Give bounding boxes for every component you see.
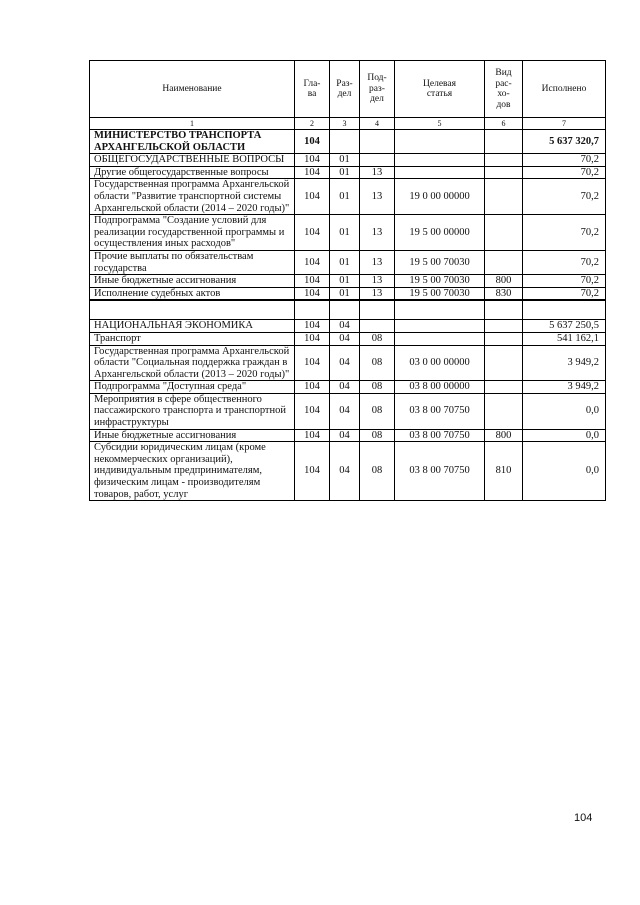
table-row [90, 300, 606, 320]
cell-name: Государственная программа Архангельской области "Социальная поддержка граждан в Архангельской области (2013 – 2020 годы)" [90, 345, 295, 381]
cell-glava [295, 300, 330, 320]
cell-glava: 104 [295, 179, 330, 215]
cell-podrazdel: 08 [360, 442, 395, 501]
cell-glava: 104 [295, 215, 330, 251]
table-row [90, 215, 606, 251]
cell-glava: 104 [295, 429, 330, 442]
cell-vid-rashodov: 830 [485, 287, 523, 300]
cell-razdel: 04 [330, 429, 360, 442]
cell-podrazdel: 08 [360, 393, 395, 429]
cell-tselevaya-statya: 19 5 00 70030 [395, 287, 485, 300]
cell-name: НАЦИОНАЛЬНАЯ ЭКОНОМИКА [90, 320, 295, 333]
cell-razdel: 01 [330, 154, 360, 167]
cell-vid-rashodov: 810 [485, 442, 523, 501]
col-number: 4 [360, 118, 395, 130]
cell-podrazdel: 08 [360, 381, 395, 394]
cell-name [90, 300, 295, 320]
cell-podrazdel: 08 [360, 345, 395, 381]
header-vid-rashodov: Вид рас- хо- дов [485, 61, 523, 118]
cell-tselevaya-statya: 03 8 00 70750 [395, 429, 485, 442]
header-razdel: Раз- дел [330, 61, 360, 118]
cell-podrazdel [360, 130, 395, 154]
cell-name: Мероприятия в сфере общественного пассажирского транспорта и транспортной инфраструктуры [90, 393, 295, 429]
cell-tselevaya-statya: 03 8 00 70750 [395, 442, 485, 501]
cell-glava: 104 [295, 332, 330, 345]
cell-name: МИНИСТЕРСТВО ТРАНСПОРТА АРХАНГЕЛЬСКОЙ ОБЛАСТИ [90, 130, 295, 154]
cell-vid-rashodov: 800 [485, 275, 523, 288]
cell-podrazdel: 13 [360, 179, 395, 215]
cell-name: Иные бюджетные ассигнования [90, 275, 295, 288]
cell-vid-rashodov [485, 381, 523, 394]
cell-vid-rashodov: 800 [485, 429, 523, 442]
table-row [90, 179, 606, 215]
cell-razdel: 04 [330, 345, 360, 381]
cell-razdel: 01 [330, 275, 360, 288]
cell-ispolneno: 70,2 [523, 250, 606, 274]
cell-podrazdel: 08 [360, 332, 395, 345]
cell-podrazdel: 13 [360, 215, 395, 251]
cell-glava: 104 [295, 442, 330, 501]
cell-razdel: 04 [330, 442, 360, 501]
table-row [90, 345, 606, 381]
cell-ispolneno: 70,2 [523, 166, 606, 179]
table-body [90, 130, 606, 501]
page-number: 104 [574, 812, 593, 824]
cell-vid-rashodov [485, 154, 523, 167]
cell-vid-rashodov [485, 215, 523, 251]
col-number: 3 [330, 118, 360, 130]
cell-vid-rashodov [485, 250, 523, 274]
table-row [90, 393, 606, 429]
cell-razdel [330, 130, 360, 154]
cell-glava: 104 [295, 393, 330, 429]
cell-tselevaya-statya: 03 8 00 00000 [395, 381, 485, 394]
col-number: 5 [395, 118, 485, 130]
cell-name: Государственная программа Архангельской области "Развитие транспортной системы Архангельской области (2014 – 2020 годы)" [90, 179, 295, 215]
cell-name: Прочие выплаты по обязательствам государства [90, 250, 295, 274]
cell-name: Исполнение судебных актов [90, 287, 295, 300]
header-row [90, 61, 606, 118]
table-row [90, 250, 606, 274]
header-ispolneno: Исполнено [523, 61, 606, 118]
col-number: 2 [295, 118, 330, 130]
cell-tselevaya-statya [395, 332, 485, 345]
cell-glava: 104 [295, 130, 330, 154]
cell-glava: 104 [295, 154, 330, 167]
table-row [90, 154, 606, 167]
cell-vid-rashodov [485, 320, 523, 333]
table-row [90, 320, 606, 333]
cell-razdel: 04 [330, 320, 360, 333]
cell-podrazdel: 13 [360, 166, 395, 179]
cell-vid-rashodov [485, 179, 523, 215]
cell-tselevaya-statya [395, 320, 485, 333]
table-row [90, 166, 606, 179]
cell-vid-rashodov [485, 166, 523, 179]
cell-vid-rashodov [485, 345, 523, 381]
cell-podrazdel [360, 154, 395, 167]
cell-name: Транспорт [90, 332, 295, 345]
cell-glava: 104 [295, 166, 330, 179]
cell-razdel: 01 [330, 250, 360, 274]
cell-ispolneno: 70,2 [523, 287, 606, 300]
table-row [90, 442, 606, 501]
cell-razdel: 04 [330, 381, 360, 394]
cell-ispolneno: 5 637 250,5 [523, 320, 606, 333]
budget-table [89, 60, 606, 501]
cell-razdel: 01 [330, 166, 360, 179]
cell-glava: 104 [295, 250, 330, 274]
cell-ispolneno: 3 949,2 [523, 345, 606, 381]
cell-glava: 104 [295, 287, 330, 300]
cell-glava: 104 [295, 381, 330, 394]
cell-ispolneno: 70,2 [523, 215, 606, 251]
cell-tselevaya-statya [395, 130, 485, 154]
cell-podrazdel: 13 [360, 250, 395, 274]
cell-podrazdel: 13 [360, 275, 395, 288]
cell-vid-rashodov [485, 332, 523, 345]
header-name: Наименование [90, 61, 295, 118]
cell-tselevaya-statya: 19 5 00 70030 [395, 250, 485, 274]
cell-name: ОБЩЕГОСУДАРСТВЕННЫЕ ВОПРОСЫ [90, 154, 295, 167]
header-glava: Гла- ва [295, 61, 330, 118]
cell-name: Иные бюджетные ассигнования [90, 429, 295, 442]
table-row [90, 381, 606, 394]
header-podrazdel: Под- раз- дел [360, 61, 395, 118]
cell-ispolneno: 70,2 [523, 154, 606, 167]
cell-podrazdel [360, 300, 395, 320]
cell-tselevaya-statya [395, 166, 485, 179]
col-number: 1 [90, 118, 295, 130]
col-number: 7 [523, 118, 606, 130]
cell-ispolneno: 70,2 [523, 275, 606, 288]
cell-vid-rashodov [485, 300, 523, 320]
cell-razdel: 01 [330, 179, 360, 215]
cell-vid-rashodov [485, 393, 523, 429]
cell-ispolneno: 541 162,1 [523, 332, 606, 345]
cell-glava: 104 [295, 275, 330, 288]
cell-razdel: 04 [330, 332, 360, 345]
cell-podrazdel: 13 [360, 287, 395, 300]
table-row [90, 332, 606, 345]
cell-vid-rashodov [485, 130, 523, 154]
cell-razdel: 01 [330, 215, 360, 251]
cell-ispolneno: 0,0 [523, 429, 606, 442]
cell-razdel: 01 [330, 287, 360, 300]
cell-ispolneno: 3 949,2 [523, 381, 606, 394]
cell-ispolneno: 0,0 [523, 393, 606, 429]
cell-razdel [330, 300, 360, 320]
cell-tselevaya-statya: 03 8 00 70750 [395, 393, 485, 429]
cell-tselevaya-statya: 03 0 00 00000 [395, 345, 485, 381]
table-row [90, 429, 606, 442]
cell-name: Подпрограмма "Доступная среда" [90, 381, 295, 394]
cell-razdel: 04 [330, 393, 360, 429]
table-row [90, 130, 606, 154]
cell-podrazdel [360, 320, 395, 333]
cell-tselevaya-statya: 19 5 00 70030 [395, 275, 485, 288]
cell-glava: 104 [295, 345, 330, 381]
cell-name: Субсидии юридическим лицам (кроме некоммерческих организаций), индивидуальным предпринимателям, физическим лицам - производителям товаров, работ, услуг [90, 442, 295, 501]
cell-ispolneno [523, 300, 606, 320]
cell-name: Подпрограмма "Создание условий для реализации государственной программы и осуществления иных расходов" [90, 215, 295, 251]
cell-tselevaya-statya [395, 300, 485, 320]
cell-ispolneno: 70,2 [523, 179, 606, 215]
column-number-row [90, 118, 606, 130]
cell-glava: 104 [295, 320, 330, 333]
cell-podrazdel: 08 [360, 429, 395, 442]
col-number: 6 [485, 118, 523, 130]
cell-tselevaya-statya: 19 5 00 00000 [395, 215, 485, 251]
cell-tselevaya-statya: 19 0 00 00000 [395, 179, 485, 215]
cell-tselevaya-statya [395, 154, 485, 167]
table-row [90, 275, 606, 288]
table-row [90, 287, 606, 300]
cell-name: Другие общегосударственные вопросы [90, 166, 295, 179]
header-tselevaya-statya: Целевая статья [395, 61, 485, 118]
cell-ispolneno: 5 637 320,7 [523, 130, 606, 154]
cell-ispolneno: 0,0 [523, 442, 606, 501]
